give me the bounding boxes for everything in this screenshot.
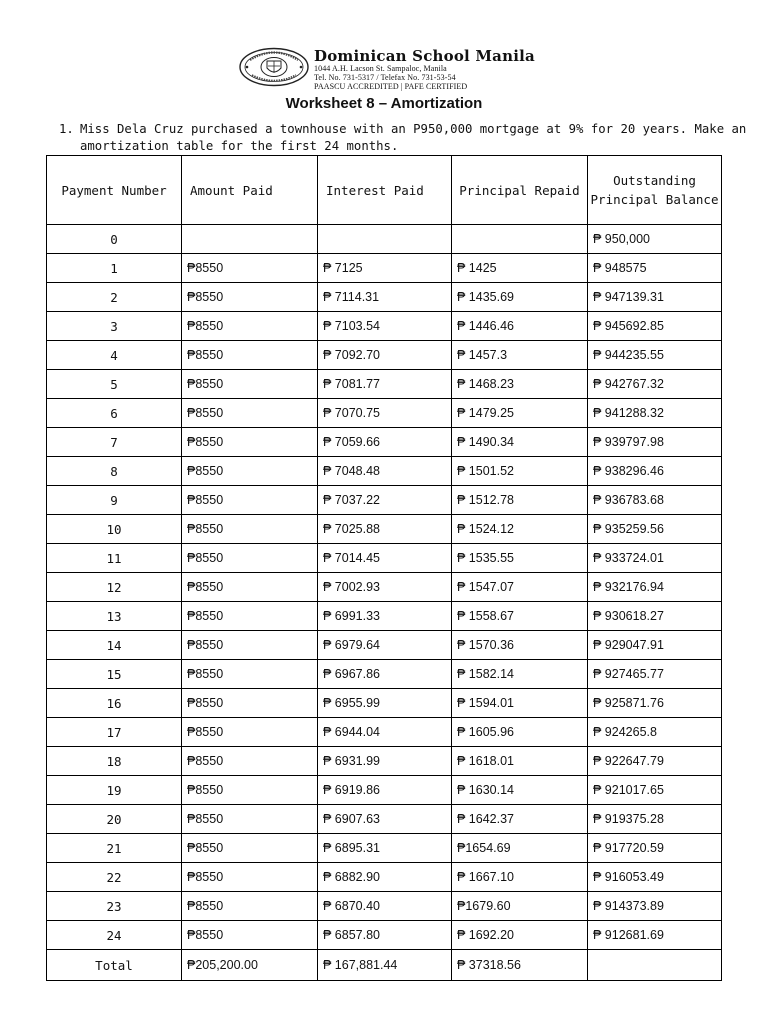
balance-cell: ₱ 927465.77: [588, 660, 722, 689]
principal-repaid-cell: ₱ 1468.23: [452, 370, 588, 399]
school-seal-logo: [238, 47, 310, 87]
interest-paid-cell: ₱ 7002.93: [318, 573, 452, 602]
amount-paid-cell: ₱8550: [182, 747, 318, 776]
table-row: [47, 718, 722, 747]
payment-number-cell: 19: [47, 776, 182, 805]
principal-repaid-cell: ₱ 1582.14: [452, 660, 588, 689]
interest-paid-cell: ₱ 6944.04: [318, 718, 452, 747]
balance-cell: ₱ 936783.68: [588, 486, 722, 515]
payment-number-cell: 4: [47, 341, 182, 370]
amount-paid-cell: ₱8550: [182, 602, 318, 631]
payment-number-cell: 23: [47, 892, 182, 921]
table-row: [47, 457, 722, 486]
payment-number-cell: 5: [47, 370, 182, 399]
amount-paid-cell: ₱8550: [182, 254, 318, 283]
worksheet-title: Worksheet 8 – Amortization: [285, 95, 483, 112]
payment-number-cell: 16: [47, 689, 182, 718]
balance-cell: ₱ 912681.69: [588, 921, 722, 950]
principal-repaid-cell: [452, 225, 588, 254]
interest-paid-cell: ₱ 6882.90: [318, 863, 452, 892]
principal-repaid-cell: ₱ 1547.07: [452, 573, 588, 602]
table-row: [47, 805, 722, 834]
table-row: [47, 921, 722, 950]
principal-repaid-cell: ₱ 1605.96: [452, 718, 588, 747]
interest-paid-cell: ₱ 7059.66: [318, 428, 452, 457]
total-row: [47, 950, 722, 981]
balance-cell: ₱ 939797.98: [588, 428, 722, 457]
payment-number-cell: 7: [47, 428, 182, 457]
header-interest-paid: Interest Paid: [318, 156, 452, 225]
principal-repaid-cell: ₱ 1425: [452, 254, 588, 283]
interest-paid-cell: ₱ 6967.86: [318, 660, 452, 689]
amount-paid-cell: ₱8550: [182, 486, 318, 515]
principal-repaid-cell: ₱ 1524.12: [452, 515, 588, 544]
payment-number-cell: 20: [47, 805, 182, 834]
table-row: [47, 544, 722, 573]
interest-paid-cell: ₱ 6991.33: [318, 602, 452, 631]
principal-repaid-cell: ₱1679.60: [452, 892, 588, 921]
amount-paid-cell: ₱8550: [182, 631, 318, 660]
table-row: [47, 225, 722, 254]
balance-cell: ₱ 935259.56: [588, 515, 722, 544]
total-principal-repaid-cell: ₱ 37318.56: [452, 950, 588, 981]
interest-paid-cell: ₱ 7070.75: [318, 399, 452, 428]
amortization-table: [46, 155, 722, 981]
amount-paid-cell: ₱8550: [182, 660, 318, 689]
principal-repaid-cell: ₱ 1642.37: [452, 805, 588, 834]
balance-cell: ₱ 948575: [588, 254, 722, 283]
payment-number-cell: 17: [47, 718, 182, 747]
principal-repaid-cell: ₱ 1479.25: [452, 399, 588, 428]
interest-paid-cell: ₱ 7092.70: [318, 341, 452, 370]
amount-paid-cell: ₱8550: [182, 457, 318, 486]
payment-number-cell: 3: [47, 312, 182, 341]
school-info: [314, 49, 535, 91]
header-principal-repaid: Principal Repaid: [452, 156, 588, 225]
interest-paid-cell: ₱ 6979.64: [318, 631, 452, 660]
principal-repaid-cell: ₱ 1501.52: [452, 457, 588, 486]
question-1: [59, 121, 760, 155]
amount-paid-cell: ₱8550: [182, 312, 318, 341]
amount-paid-cell: ₱8550: [182, 341, 318, 370]
total-balance-cell: [588, 950, 722, 981]
table-row: [47, 312, 722, 341]
amount-paid-cell: ₱8550: [182, 370, 318, 399]
total-interest-paid-cell: ₱ 167,881.44: [318, 950, 452, 981]
principal-repaid-cell: ₱ 1490.34: [452, 428, 588, 457]
school-phone: Tel. No. 731-5317 / Telefax No. 731-53-54: [314, 73, 456, 82]
principal-repaid-cell: ₱ 1667.10: [452, 863, 588, 892]
principal-repaid-cell: ₱1654.69: [452, 834, 588, 863]
balance-cell: ₱ 950,000: [588, 225, 722, 254]
amount-paid-cell: ₱8550: [182, 863, 318, 892]
question-text: Miss Dela Cruz purchased a townhouse with an P950,000 mortgage at 9% for 20 years. Make an amortization table for the first 24 months.: [80, 122, 747, 153]
interest-paid-cell: ₱ 6931.99: [318, 747, 452, 776]
balance-cell: ₱ 932176.94: [588, 573, 722, 602]
interest-paid-cell: ₱ 6857.80: [318, 921, 452, 950]
balance-cell: ₱ 941288.32: [588, 399, 722, 428]
principal-repaid-cell: ₱ 1558.67: [452, 602, 588, 631]
amount-paid-cell: [182, 225, 318, 254]
amount-paid-cell: ₱8550: [182, 834, 318, 863]
principal-repaid-cell: ₱ 1570.36: [452, 631, 588, 660]
interest-paid-cell: [318, 225, 452, 254]
amount-paid-cell: ₱8550: [182, 515, 318, 544]
table-body: [47, 225, 722, 981]
balance-cell: ₱ 916053.49: [588, 863, 722, 892]
table-row: [47, 399, 722, 428]
interest-paid-cell: ₱ 7114.31: [318, 283, 452, 312]
school-header: [238, 47, 538, 89]
table-header: [47, 156, 722, 225]
table-row: [47, 370, 722, 399]
table-row: [47, 689, 722, 718]
table-row: [47, 515, 722, 544]
header-outstanding-balance: Outstanding Principal Balance: [588, 156, 722, 225]
balance-cell: ₱ 919375.28: [588, 805, 722, 834]
interest-paid-cell: ₱ 6907.63: [318, 805, 452, 834]
amount-paid-cell: ₱8550: [182, 689, 318, 718]
payment-number-cell: 13: [47, 602, 182, 631]
interest-paid-cell: ₱ 7037.22: [318, 486, 452, 515]
interest-paid-cell: ₱ 7014.45: [318, 544, 452, 573]
payment-number-cell: 18: [47, 747, 182, 776]
interest-paid-cell: ₱ 6870.40: [318, 892, 452, 921]
balance-cell: ₱ 947139.31: [588, 283, 722, 312]
amount-paid-cell: ₱8550: [182, 428, 318, 457]
balance-cell: ₱ 929047.91: [588, 631, 722, 660]
table-row: [47, 776, 722, 805]
payment-number-cell: 15: [47, 660, 182, 689]
payment-number-cell: 11: [47, 544, 182, 573]
payment-number-cell: 1: [47, 254, 182, 283]
balance-cell: ₱ 933724.01: [588, 544, 722, 573]
payment-number-cell: 22: [47, 863, 182, 892]
principal-repaid-cell: ₱ 1446.46: [452, 312, 588, 341]
interest-paid-cell: ₱ 7125: [318, 254, 452, 283]
principal-repaid-cell: ₱ 1512.78: [452, 486, 588, 515]
balance-cell: ₱ 914373.89: [588, 892, 722, 921]
payment-number-cell: 24: [47, 921, 182, 950]
school-address: 1044 A.H. Lacson St. Sampaloc, Manila: [314, 64, 447, 73]
amount-paid-cell: ₱8550: [182, 718, 318, 747]
table-row: [47, 892, 722, 921]
table-row: [47, 486, 722, 515]
principal-repaid-cell: ₱ 1692.20: [452, 921, 588, 950]
interest-paid-cell: ₱ 7025.88: [318, 515, 452, 544]
total-amount-paid-cell: ₱205,200.00: [182, 950, 318, 981]
header-row: [47, 156, 722, 225]
amount-paid-cell: ₱8550: [182, 805, 318, 834]
total-label: Total: [47, 950, 182, 981]
school-accreditation: PAASCU ACCREDITED | PAFE CERTIFIED: [314, 82, 468, 91]
principal-repaid-cell: ₱ 1435.69: [452, 283, 588, 312]
payment-number-cell: 6: [47, 399, 182, 428]
header-amount-paid: Amount Paid: [182, 156, 318, 225]
amount-paid-cell: ₱8550: [182, 283, 318, 312]
table-row: [47, 602, 722, 631]
interest-paid-cell: ₱ 7103.54: [318, 312, 452, 341]
principal-repaid-cell: ₱ 1535.55: [452, 544, 588, 573]
balance-cell: ₱ 917720.59: [588, 834, 722, 863]
amount-paid-cell: ₱8550: [182, 399, 318, 428]
balance-cell: ₱ 924265.8: [588, 718, 722, 747]
balance-cell: ₱ 938296.46: [588, 457, 722, 486]
table-row: [47, 863, 722, 892]
payment-number-cell: 9: [47, 486, 182, 515]
balance-cell: ₱ 930618.27: [588, 602, 722, 631]
question-number: 1.: [59, 122, 74, 136]
interest-paid-cell: ₱ 7048.48: [318, 457, 452, 486]
table-row: [47, 341, 722, 370]
table-row: [47, 573, 722, 602]
table-row: [47, 631, 722, 660]
principal-repaid-cell: ₱ 1630.14: [452, 776, 588, 805]
payment-number-cell: 8: [47, 457, 182, 486]
amount-paid-cell: ₱8550: [182, 573, 318, 602]
principal-repaid-cell: ₱ 1618.01: [452, 747, 588, 776]
amount-paid-cell: ₱8550: [182, 892, 318, 921]
payment-number-cell: 14: [47, 631, 182, 660]
balance-cell: ₱ 944235.55: [588, 341, 722, 370]
table-row: [47, 834, 722, 863]
school-name: Dominican School Manila: [314, 47, 535, 65]
payment-number-cell: 12: [47, 573, 182, 602]
header-payment-number: Payment Number: [47, 156, 182, 225]
payment-number-cell: 10: [47, 515, 182, 544]
amount-paid-cell: ₱8550: [182, 544, 318, 573]
payment-number-cell: 0: [47, 225, 182, 254]
balance-cell: ₱ 921017.65: [588, 776, 722, 805]
interest-paid-cell: ₱ 6919.86: [318, 776, 452, 805]
amount-paid-cell: ₱8550: [182, 776, 318, 805]
interest-paid-cell: ₱ 6895.31: [318, 834, 452, 863]
table-row: [47, 428, 722, 457]
table-row: [47, 283, 722, 312]
payment-number-cell: 21: [47, 834, 182, 863]
interest-paid-cell: ₱ 7081.77: [318, 370, 452, 399]
amount-paid-cell: ₱8550: [182, 921, 318, 950]
table-row: [47, 747, 722, 776]
table-row: [47, 254, 722, 283]
balance-cell: ₱ 945692.85: [588, 312, 722, 341]
balance-cell: ₱ 925871.76: [588, 689, 722, 718]
interest-paid-cell: ₱ 6955.99: [318, 689, 452, 718]
table-row: [47, 660, 722, 689]
balance-cell: ₱ 942767.32: [588, 370, 722, 399]
principal-repaid-cell: ₱ 1457.3: [452, 341, 588, 370]
balance-cell: ₱ 922647.79: [588, 747, 722, 776]
payment-number-cell: 2: [47, 283, 182, 312]
principal-repaid-cell: ₱ 1594.01: [452, 689, 588, 718]
